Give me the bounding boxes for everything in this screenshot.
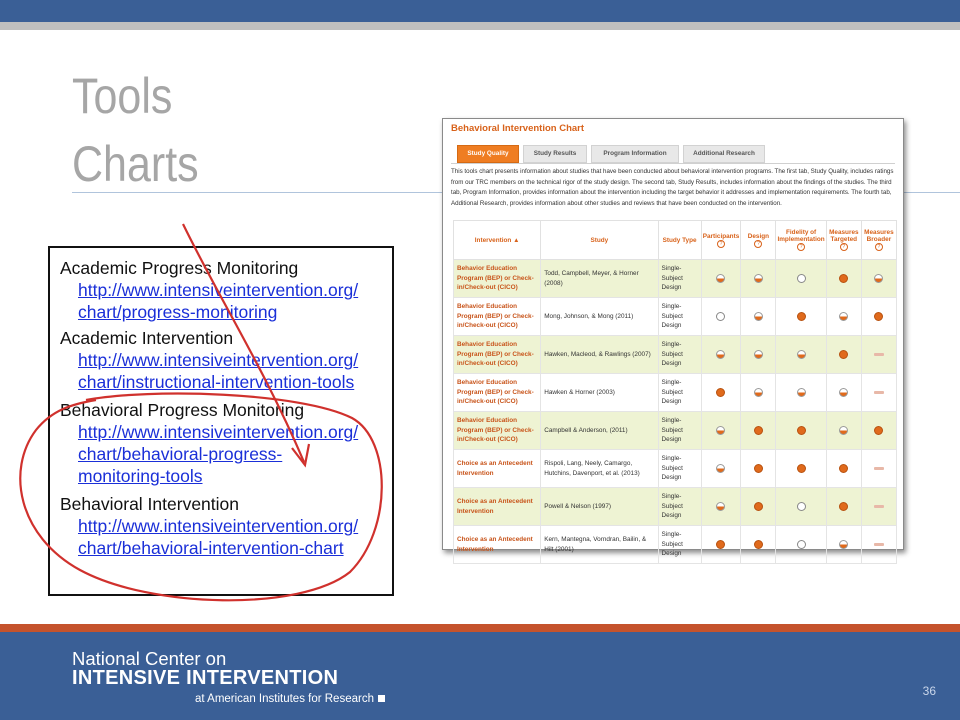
table-row bbox=[454, 526, 897, 564]
rating-cell bbox=[776, 488, 826, 526]
study-cell: Todd, Campbell, Meyer, & Horner (2008) bbox=[541, 260, 658, 298]
rating-half-bubble-icon bbox=[839, 426, 848, 435]
study-type-cell: Single-Subject Design bbox=[658, 260, 701, 298]
rating-half-bubble-icon bbox=[716, 426, 725, 435]
rating-cell bbox=[701, 412, 741, 450]
rating-empty-bubble-icon bbox=[797, 540, 806, 549]
study-cell: Kern, Mantegna, Vorndran, Bailin, & Hilt (2001) bbox=[541, 526, 658, 564]
rating-cell bbox=[741, 412, 776, 450]
rating-cell bbox=[776, 298, 826, 336]
rating-full-bubble-icon bbox=[874, 312, 883, 321]
rating-cell bbox=[776, 412, 826, 450]
study-type-cell: Single-Subject Design bbox=[658, 336, 701, 374]
rating-cell bbox=[776, 526, 826, 564]
rating-half-bubble-icon bbox=[754, 274, 763, 283]
rating-cell bbox=[701, 450, 741, 488]
behavioral-intervention-chart-screenshot bbox=[442, 118, 904, 558]
study-type-cell: Single-Subject Design bbox=[658, 374, 701, 412]
rating-cell bbox=[776, 260, 826, 298]
rating-cell bbox=[861, 260, 896, 298]
rating-empty-bubble-icon bbox=[797, 274, 806, 283]
rating-cell bbox=[776, 336, 826, 374]
rating-half-bubble-icon bbox=[839, 540, 848, 549]
table-row bbox=[454, 298, 897, 336]
intervention-cell[interactable]: Behavior Education Program (BEP) or Check-in/Check-out (CICO) bbox=[454, 412, 541, 450]
intervention-cell[interactable]: Choice as an Antecedent Intervention bbox=[454, 526, 541, 564]
link-academic-progress-line-2[interactable]: chart/progress-monitoring bbox=[78, 302, 278, 322]
tab-divider bbox=[451, 163, 895, 164]
table-header-row bbox=[454, 221, 897, 260]
rating-cell bbox=[861, 374, 896, 412]
rating-cell bbox=[826, 298, 861, 336]
rating-full-bubble-icon bbox=[797, 426, 806, 435]
study-cell: Rispoli, Lang, Neely, Camargo, Hutchins, Davenport, et al. (2013) bbox=[541, 450, 658, 488]
rating-cell bbox=[826, 260, 861, 298]
page-number: 36 bbox=[922, 684, 936, 698]
col-fidelity: Fidelity of Implementation ? bbox=[776, 221, 826, 260]
rating-cell bbox=[701, 488, 741, 526]
link-heading-behavioral-progress: Behavioral Progress Monitoring bbox=[60, 400, 305, 420]
rating-full-bubble-icon bbox=[716, 540, 725, 549]
study-cell: Mong, Johnson, & Mong (2011) bbox=[541, 298, 658, 336]
col-study-type: Study Type bbox=[658, 221, 701, 260]
study-type-cell: Single-Subject Design bbox=[658, 450, 701, 488]
rating-cell bbox=[701, 374, 741, 412]
square-icon bbox=[378, 695, 385, 702]
rating-half-bubble-icon bbox=[754, 350, 763, 359]
rating-cell bbox=[741, 298, 776, 336]
top-bar-stripe bbox=[0, 22, 960, 30]
rating-full-bubble-icon bbox=[754, 464, 763, 473]
link-academic-intervention-line-1[interactable]: http://www.intensiveintervention.org/ bbox=[78, 350, 359, 370]
rating-half-bubble-icon bbox=[874, 274, 883, 283]
table-row bbox=[454, 412, 897, 450]
rating-half-bubble-icon bbox=[716, 502, 725, 511]
rating-full-bubble-icon bbox=[754, 426, 763, 435]
tab-additional-research[interactable]: Additional Research bbox=[683, 145, 765, 163]
link-behavioral-progress-line-2[interactable]: chart/behavioral-progress- bbox=[78, 444, 283, 464]
rating-cell bbox=[826, 450, 861, 488]
rating-cell bbox=[861, 450, 896, 488]
study-type-cell: Single-Subject Design bbox=[658, 298, 701, 336]
rating-full-bubble-icon bbox=[839, 274, 848, 283]
rating-cell bbox=[826, 526, 861, 564]
col-measures-broader: Measures Broader ? bbox=[861, 221, 896, 260]
rating-cell bbox=[861, 526, 896, 564]
rating-cell bbox=[701, 336, 741, 374]
rating-cell bbox=[701, 260, 741, 298]
info-icon[interactable]: ? bbox=[840, 243, 848, 251]
col-study: Study bbox=[541, 221, 658, 260]
tab-study-results[interactable]: Study Results bbox=[523, 145, 587, 163]
intervention-cell[interactable]: Choice as an Antecedent Intervention bbox=[454, 450, 541, 488]
study-cell: Powell & Nelson (1997) bbox=[541, 488, 658, 526]
rating-cell bbox=[701, 526, 741, 564]
rating-full-bubble-icon bbox=[754, 502, 763, 511]
rating-full-bubble-icon bbox=[839, 350, 848, 359]
rating-half-bubble-icon bbox=[797, 388, 806, 397]
rating-cell bbox=[741, 336, 776, 374]
info-icon[interactable]: ? bbox=[797, 243, 805, 251]
rating-half-bubble-icon bbox=[716, 350, 725, 359]
org-name-line-2: INTENSIVE INTERVENTION bbox=[72, 667, 339, 689]
link-heading-academic-progress: Academic Progress Monitoring bbox=[60, 258, 299, 278]
dash-icon bbox=[874, 505, 884, 508]
link-heading-behavioral-intervention: Behavioral Intervention bbox=[60, 494, 239, 514]
study-cell: Hawken & Horner (2003) bbox=[541, 374, 658, 412]
slide-title-line-1: Tools bbox=[72, 68, 173, 124]
rating-cell bbox=[741, 374, 776, 412]
rating-full-bubble-icon bbox=[839, 502, 848, 511]
col-participants: Participants ? bbox=[701, 221, 741, 260]
rating-cell bbox=[741, 526, 776, 564]
rating-full-bubble-icon bbox=[754, 540, 763, 549]
rating-full-bubble-icon bbox=[797, 464, 806, 473]
tab-study-quality[interactable]: Study Quality bbox=[457, 145, 519, 163]
rating-cell bbox=[776, 374, 826, 412]
rating-half-bubble-icon bbox=[839, 388, 848, 397]
chart-links-box bbox=[48, 246, 394, 596]
slide-title bbox=[72, 62, 199, 198]
rating-cell bbox=[741, 450, 776, 488]
rating-cell bbox=[861, 298, 896, 336]
top-bar bbox=[0, 0, 960, 22]
study-type-cell: Single-Subject Design bbox=[658, 412, 701, 450]
link-heading-academic-intervention: Academic Intervention bbox=[60, 328, 234, 348]
study-quality-table bbox=[453, 220, 897, 564]
org-name-line-1: National Center on bbox=[72, 648, 227, 669]
table-body bbox=[454, 260, 897, 564]
rating-half-bubble-icon bbox=[754, 312, 763, 321]
rating-half-bubble-icon bbox=[754, 388, 763, 397]
rating-cell bbox=[826, 412, 861, 450]
study-type-cell: Single-Subject Design bbox=[658, 526, 701, 564]
table-row bbox=[454, 488, 897, 526]
link-behavioral-progress-line-3[interactable]: monitoring-tools bbox=[78, 466, 203, 486]
rating-cell bbox=[826, 336, 861, 374]
table-row bbox=[454, 450, 897, 488]
col-intervention[interactable]: Intervention ▲ bbox=[454, 221, 541, 260]
rating-full-bubble-icon bbox=[874, 426, 883, 435]
rating-empty-bubble-icon bbox=[716, 312, 725, 321]
rating-cell bbox=[741, 260, 776, 298]
table-row bbox=[454, 336, 897, 374]
rating-half-bubble-icon bbox=[716, 274, 725, 283]
slide-title-line-2: Charts bbox=[72, 136, 199, 192]
link-behavioral-intervention-line-2[interactable]: chart/behavioral-intervention-chart bbox=[78, 538, 344, 558]
rating-empty-bubble-icon bbox=[797, 502, 806, 511]
rating-cell bbox=[861, 336, 896, 374]
dash-icon bbox=[874, 467, 884, 470]
intervention-cell[interactable]: Behavior Education Program (BEP) or Check-in/Check-out (CICO) bbox=[454, 298, 541, 336]
dash-icon bbox=[874, 543, 884, 546]
link-behavioral-intervention-line-1[interactable]: http://www.intensiveintervention.org/ bbox=[78, 516, 359, 536]
intervention-cell[interactable]: Behavior Education Program (BEP) or Check-in/Check-out (CICO) bbox=[454, 336, 541, 374]
info-icon[interactable]: ? bbox=[754, 240, 762, 248]
rating-full-bubble-icon bbox=[716, 388, 725, 397]
rating-half-bubble-icon bbox=[839, 312, 848, 321]
rating-half-bubble-icon bbox=[716, 464, 725, 473]
tab-program-information[interactable]: Program Information bbox=[591, 145, 679, 163]
rating-cell bbox=[861, 488, 896, 526]
chart-title: Behavioral Intervention Chart bbox=[451, 123, 585, 134]
study-type-cell: Single-Subject Design bbox=[658, 488, 701, 526]
intervention-cell[interactable]: Choice as an Antecedent Intervention bbox=[454, 488, 541, 526]
rating-cell bbox=[776, 450, 826, 488]
rating-full-bubble-icon bbox=[839, 464, 848, 473]
info-icon[interactable]: ? bbox=[717, 240, 725, 248]
footer-stripe bbox=[0, 624, 960, 632]
rating-cell bbox=[701, 298, 741, 336]
link-behavioral-progress-line-1[interactable]: http://www.intensiveintervention.org/ bbox=[78, 422, 359, 442]
rating-cell bbox=[826, 488, 861, 526]
chart-description: This tools chart presents information about studies that have been conducted about behavioral intervention programs. The first tab, Study Quality, includes ratings from our TRC members on the technical rigor of the study design. The second tab, Study Results, includes information about the findings of the studies. The third tab, Program Information, provides information about the intervention including the target behavior it addresses and implementation requirements. The fourth tab, Additional Research, provides information about other studies and reviews that have been conducted on the intervention. bbox=[451, 168, 894, 207]
link-academic-progress-line-1[interactable]: http://www.intensiveintervention.org/ bbox=[78, 280, 359, 300]
rating-cell bbox=[741, 488, 776, 526]
table-row bbox=[454, 374, 897, 412]
col-design: Design ? bbox=[741, 221, 776, 260]
rating-half-bubble-icon bbox=[797, 350, 806, 359]
study-cell: Hawken, Macleod, & Rawlings (2007) bbox=[541, 336, 658, 374]
col-measures-targeted: Measures Targeted ? bbox=[826, 221, 861, 260]
rating-cell bbox=[861, 412, 896, 450]
dash-icon bbox=[874, 353, 884, 356]
rating-cell bbox=[826, 374, 861, 412]
study-cell: Campbell & Anderson, (2011) bbox=[541, 412, 658, 450]
intervention-cell[interactable]: Behavior Education Program (BEP) or Check-in/Check-out (CICO) bbox=[454, 374, 541, 412]
dash-icon bbox=[874, 391, 884, 394]
table-row bbox=[454, 260, 897, 298]
org-name-line-3: at American Institutes for Research bbox=[195, 693, 385, 705]
info-icon[interactable]: ? bbox=[875, 243, 883, 251]
intervention-cell[interactable]: Behavior Education Program (BEP) or Check-in/Check-out (CICO) bbox=[454, 260, 541, 298]
rating-full-bubble-icon bbox=[797, 312, 806, 321]
link-academic-intervention-line-2[interactable]: chart/instructional-intervention-tools bbox=[78, 372, 355, 392]
